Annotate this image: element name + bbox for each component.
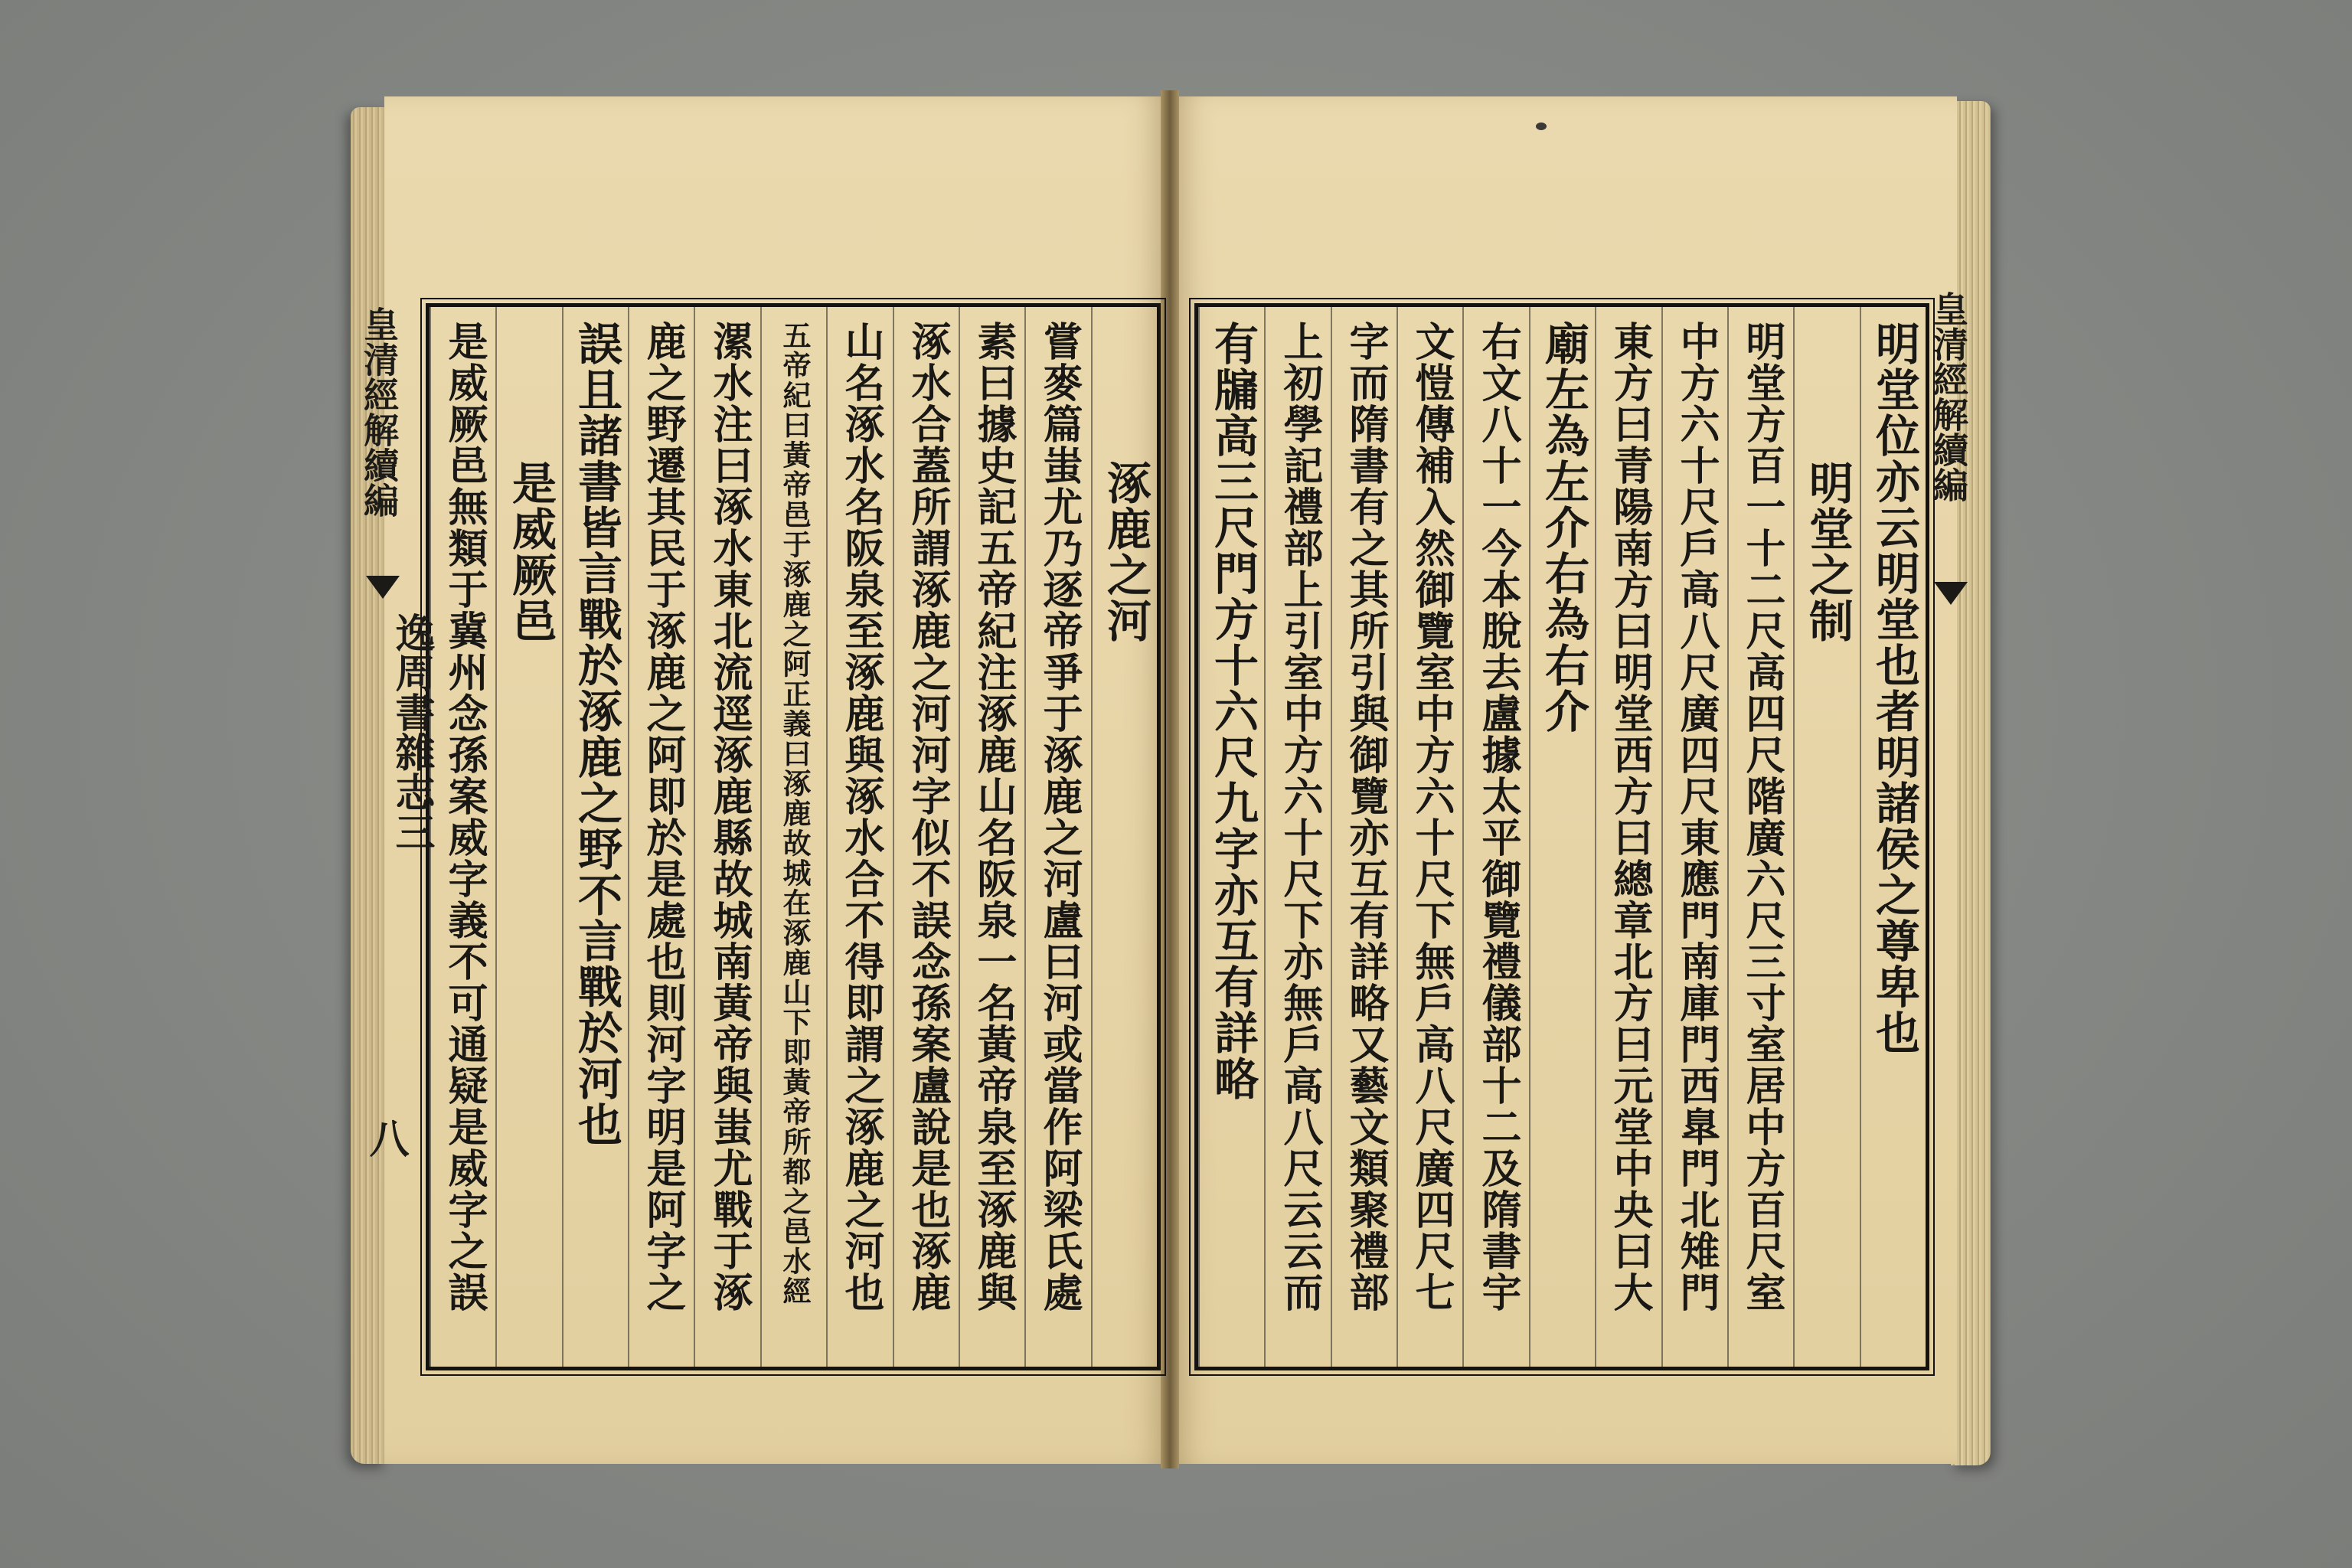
right-column-rule <box>1264 307 1266 1367</box>
right-column-rule <box>1462 307 1464 1367</box>
right-column-rule <box>1793 307 1795 1367</box>
right-text-column-5: 東方曰青陽南方曰明堂西方曰總章北方曰元堂中央曰大 <box>1606 321 1653 1313</box>
right-column-rule <box>1595 307 1596 1367</box>
left-text-column-10: 是威厥邑 <box>505 460 557 644</box>
right-text-column-7: 右文八十一今本脫去盧據太平御覽禮儀部十二及隋書宇 <box>1475 321 1521 1313</box>
left-column-rule <box>1091 307 1093 1367</box>
right-column-rule <box>1331 307 1332 1367</box>
left-text-column-7: 漯水注曰涿水東北流逕涿鹿縣故城南黃帝與蚩尤戰于涿 <box>706 321 753 1313</box>
book-gutter <box>1161 90 1179 1468</box>
right-text-column-11: 有牖高三尺門方十六尺九字亦互有詳略 <box>1207 321 1259 1102</box>
left-column-rule <box>628 307 629 1367</box>
right-text-column-1: 明堂位亦云明堂也者明諸侯之尊卑也 <box>1868 321 1920 1056</box>
left-text-column-8: 鹿之野遷其民于涿鹿之阿即於是處也則河字明是阿字之 <box>639 321 686 1313</box>
left-text-column-4: 涿水合蓋所謂涿鹿之河河字似不誤念孫案盧說是也涿鹿 <box>904 321 951 1313</box>
right-text-column-4: 中方六十尺戶高八尺廣四尺東應門南庫門西臯門北雉門 <box>1673 321 1720 1313</box>
left-fishtail-mark <box>366 576 400 599</box>
left-text-column-2: 嘗麥篇蚩尤乃逐帝爭于涿鹿之河盧曰河或當作阿梁氏處 <box>1036 321 1083 1313</box>
right-column-rule <box>1661 307 1663 1367</box>
left-text-column-9: 誤且諸書皆言戰於涿鹿之野不言戰於河也 <box>570 321 622 1148</box>
right-column-rule <box>1727 307 1729 1367</box>
left-column-rule <box>760 307 762 1367</box>
left-text-column-3: 素曰據史記五帝紀注涿鹿山名阪泉一名黃帝泉至涿鹿與 <box>970 321 1017 1313</box>
left-column-rule <box>826 307 828 1367</box>
right-text-column-3: 明堂方百一十二尺高四尺階廣六尺三寸室居中方百尺室 <box>1739 321 1785 1313</box>
left-column-rule <box>1024 307 1026 1367</box>
left-text-column-1: 涿鹿之河 <box>1099 460 1152 644</box>
left-text-column-6: 五帝紀曰黃帝邑于涿鹿之阿正義曰涿鹿故城在涿鹿山下即黃帝所都之邑水經 <box>778 321 812 1306</box>
left-text-columns <box>430 307 1157 1367</box>
right-text-columns <box>1198 307 1926 1367</box>
ink-stain <box>1536 122 1547 130</box>
right-margin-title: 皇清經解續編 <box>1928 291 1969 502</box>
right-fishtail-mark <box>1934 582 1968 605</box>
left-column-rule <box>562 307 564 1367</box>
right-text-column-6: 廟左為左介右為右介 <box>1537 321 1589 734</box>
left-column-rule <box>959 307 960 1367</box>
right-column-rule <box>1529 307 1530 1367</box>
right-column-rule <box>1396 307 1398 1367</box>
left-text-frame <box>426 303 1161 1370</box>
left-column-rule <box>495 307 497 1367</box>
left-text-column-5: 山名涿水名阪泉至涿鹿與涿水合不得即謂之涿鹿之河也 <box>838 321 884 1313</box>
right-column-rule <box>1198 307 1200 1367</box>
right-text-column-9: 字而隋書有之其所引與御覽亦互有詳略又藝文類聚禮部 <box>1342 321 1389 1313</box>
left-column-rule <box>694 307 695 1367</box>
left-margin-subtitle: 逸周書雜志三 <box>388 612 435 851</box>
left-text-column-11: 是威厥邑無類于冀州念孫案威字義不可通疑是威字之誤 <box>441 321 488 1313</box>
right-column-rule <box>1860 307 1861 1367</box>
left-margin-title: 皇清經解續編 <box>358 306 400 518</box>
left-column-rule <box>893 307 894 1367</box>
right-text-column-8: 文愷傳補入然御覽室中方六十尺下無戶高八尺廣四尺七 <box>1408 321 1455 1313</box>
right-text-column-10: 上初學記禮部上引室中方六十尺下亦無戶高八尺云云而 <box>1276 321 1323 1313</box>
left-page-number: 八 <box>362 1118 409 1158</box>
right-text-column-2: 明堂之制 <box>1802 460 1854 644</box>
right-text-frame <box>1194 303 1929 1370</box>
